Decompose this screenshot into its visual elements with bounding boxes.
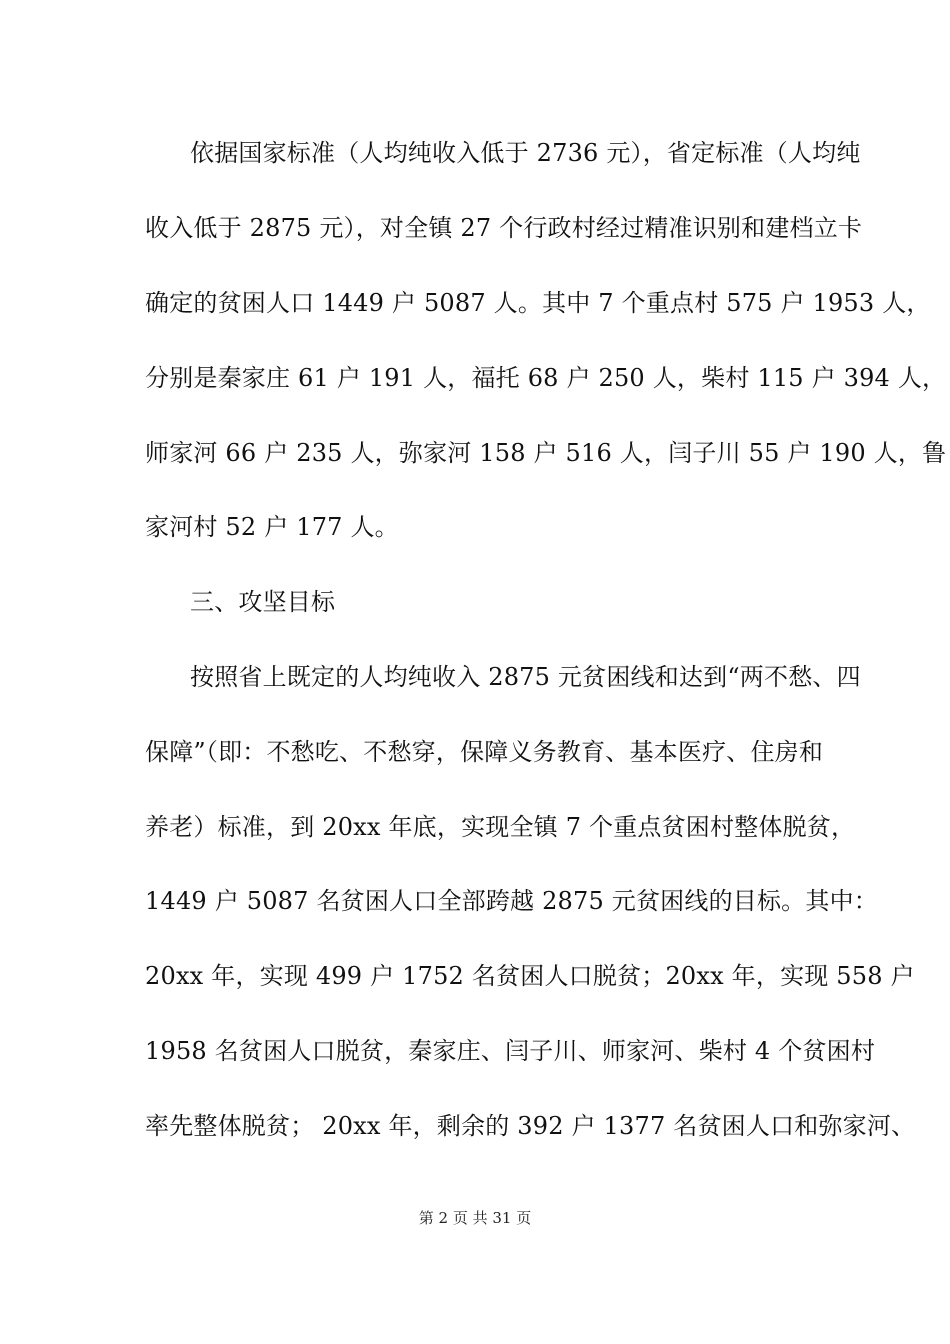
paragraph-line: 分别是秦家庄 61 户 191 人，福托 68 户 250 人，柴村 115 户 394 人， [145, 364, 947, 392]
section-heading: 三、攻坚目标 [190, 588, 336, 616]
paragraph-line: 家河村 52 户 177 人。 [145, 513, 399, 541]
paragraph-line: 确定的贫困人口 1449 户 5087 人。其中 7 个重点村 575 户 1953 人， [145, 289, 931, 317]
paragraph-line: 师家河 66 户 235 人，弥家河 158 户 516 人，闫子川 55 户 190 人，鲁 [145, 439, 947, 467]
paragraph-line: 率先整体脱贫； 20xx 年，剩余的 392 户 1377 名贫困人口和弥家河、 [145, 1112, 916, 1140]
paragraph-line: 收入低于 2875 元），对全镇 27 个行政村经过精准识别和建档立卡 [145, 214, 863, 242]
page-footer: 第 2 页 共 31 页 [418, 1209, 532, 1227]
paragraph-line: 1449 户 5087 名贫困人口全部跨越 2875 元贫困线的目标。其中： [145, 887, 878, 915]
paragraph-line: 1958 名贫困人口脱贫，秦家庄、闫子川、师家河、柴村 4 个贫困村 [145, 1037, 876, 1065]
paragraph-line: 保障”（即：不愁吃、不愁穿，保障义务教育、基本医疗、住房和 [145, 738, 824, 766]
paragraph-line: 依据国家标准（人均纯收入低于 2736 元），省定标准（人均纯 [190, 139, 861, 167]
paragraph-line: 养老）标准，到 20xx 年底，实现全镇 7 个重点贫困村整体脱贫， [145, 813, 856, 841]
paragraph-line: 按照省上既定的人均纯收入 2875 元贫困线和达到“两不愁、四 [190, 663, 861, 691]
paragraph-line: 20xx 年，实现 499 户 1752 名贫困人口脱贫；20xx 年，实现 558 户 [145, 962, 915, 990]
